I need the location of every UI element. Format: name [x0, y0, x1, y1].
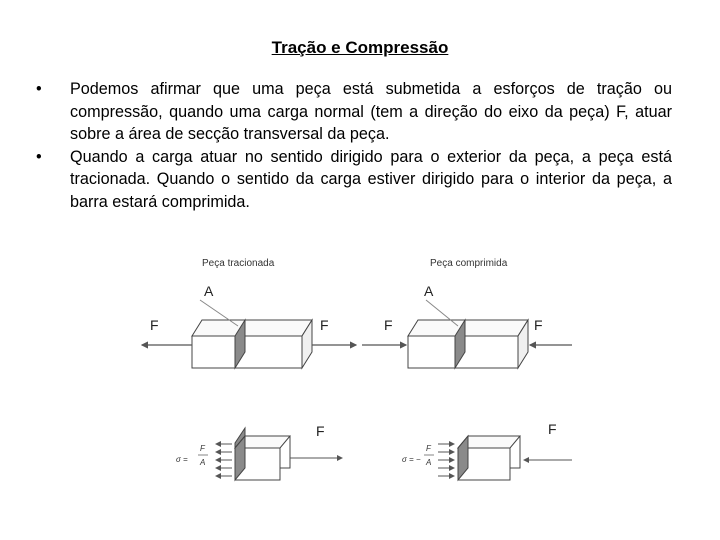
bullet-item-1: [36, 78, 672, 146]
formula-compression-den: A: [426, 458, 432, 467]
force-right-compression: F: [534, 317, 543, 333]
label-traction: Peça tracionada: [202, 258, 275, 269]
page-title: Tração e Compressão: [271, 38, 449, 57]
formula-traction-num: F: [200, 444, 205, 453]
force-compression-section: F: [548, 421, 557, 437]
force-traction-section: F: [316, 423, 325, 439]
bullet-item-2: [36, 146, 672, 214]
formula-compression-lhs: σ = −: [402, 455, 421, 464]
bullet-marker: •: [36, 147, 42, 166]
compression-bar: [408, 300, 528, 368]
bullet-list: [36, 78, 672, 213]
label-compression: Peça comprimida: [430, 258, 508, 269]
traction-bar: [192, 300, 312, 368]
bullet-text-1: Podemos afirmar que uma peça está submetida a esforços de tração ou compressão, quando uma carga normal (tem a direção do eixo da peça) F, atuar sobre a área de secção transversal da peça.: [70, 80, 672, 143]
compression-section: [458, 436, 520, 480]
area-symbol-compression: A: [424, 283, 434, 299]
force-left-traction: F: [150, 317, 159, 333]
formula-compression-num: F: [426, 444, 431, 453]
bullet-text-2: Quando a carga atuar no sentido dirigido para o exterior da peça, a peça está tracionada. Quando o sentido da carga estiver dirigido para o interior da peça, a barra estará comprimida.: [70, 147, 672, 211]
formula-traction-lhs: σ =: [176, 455, 188, 464]
traction-compression-figure: [120, 248, 580, 488]
formula-traction-den: A: [200, 458, 206, 467]
bullet-marker: •: [36, 80, 42, 98]
area-symbol-traction: A: [204, 283, 214, 299]
traction-section: [235, 428, 290, 480]
force-right-traction: F: [320, 317, 329, 333]
force-left-compression: F: [384, 317, 393, 333]
